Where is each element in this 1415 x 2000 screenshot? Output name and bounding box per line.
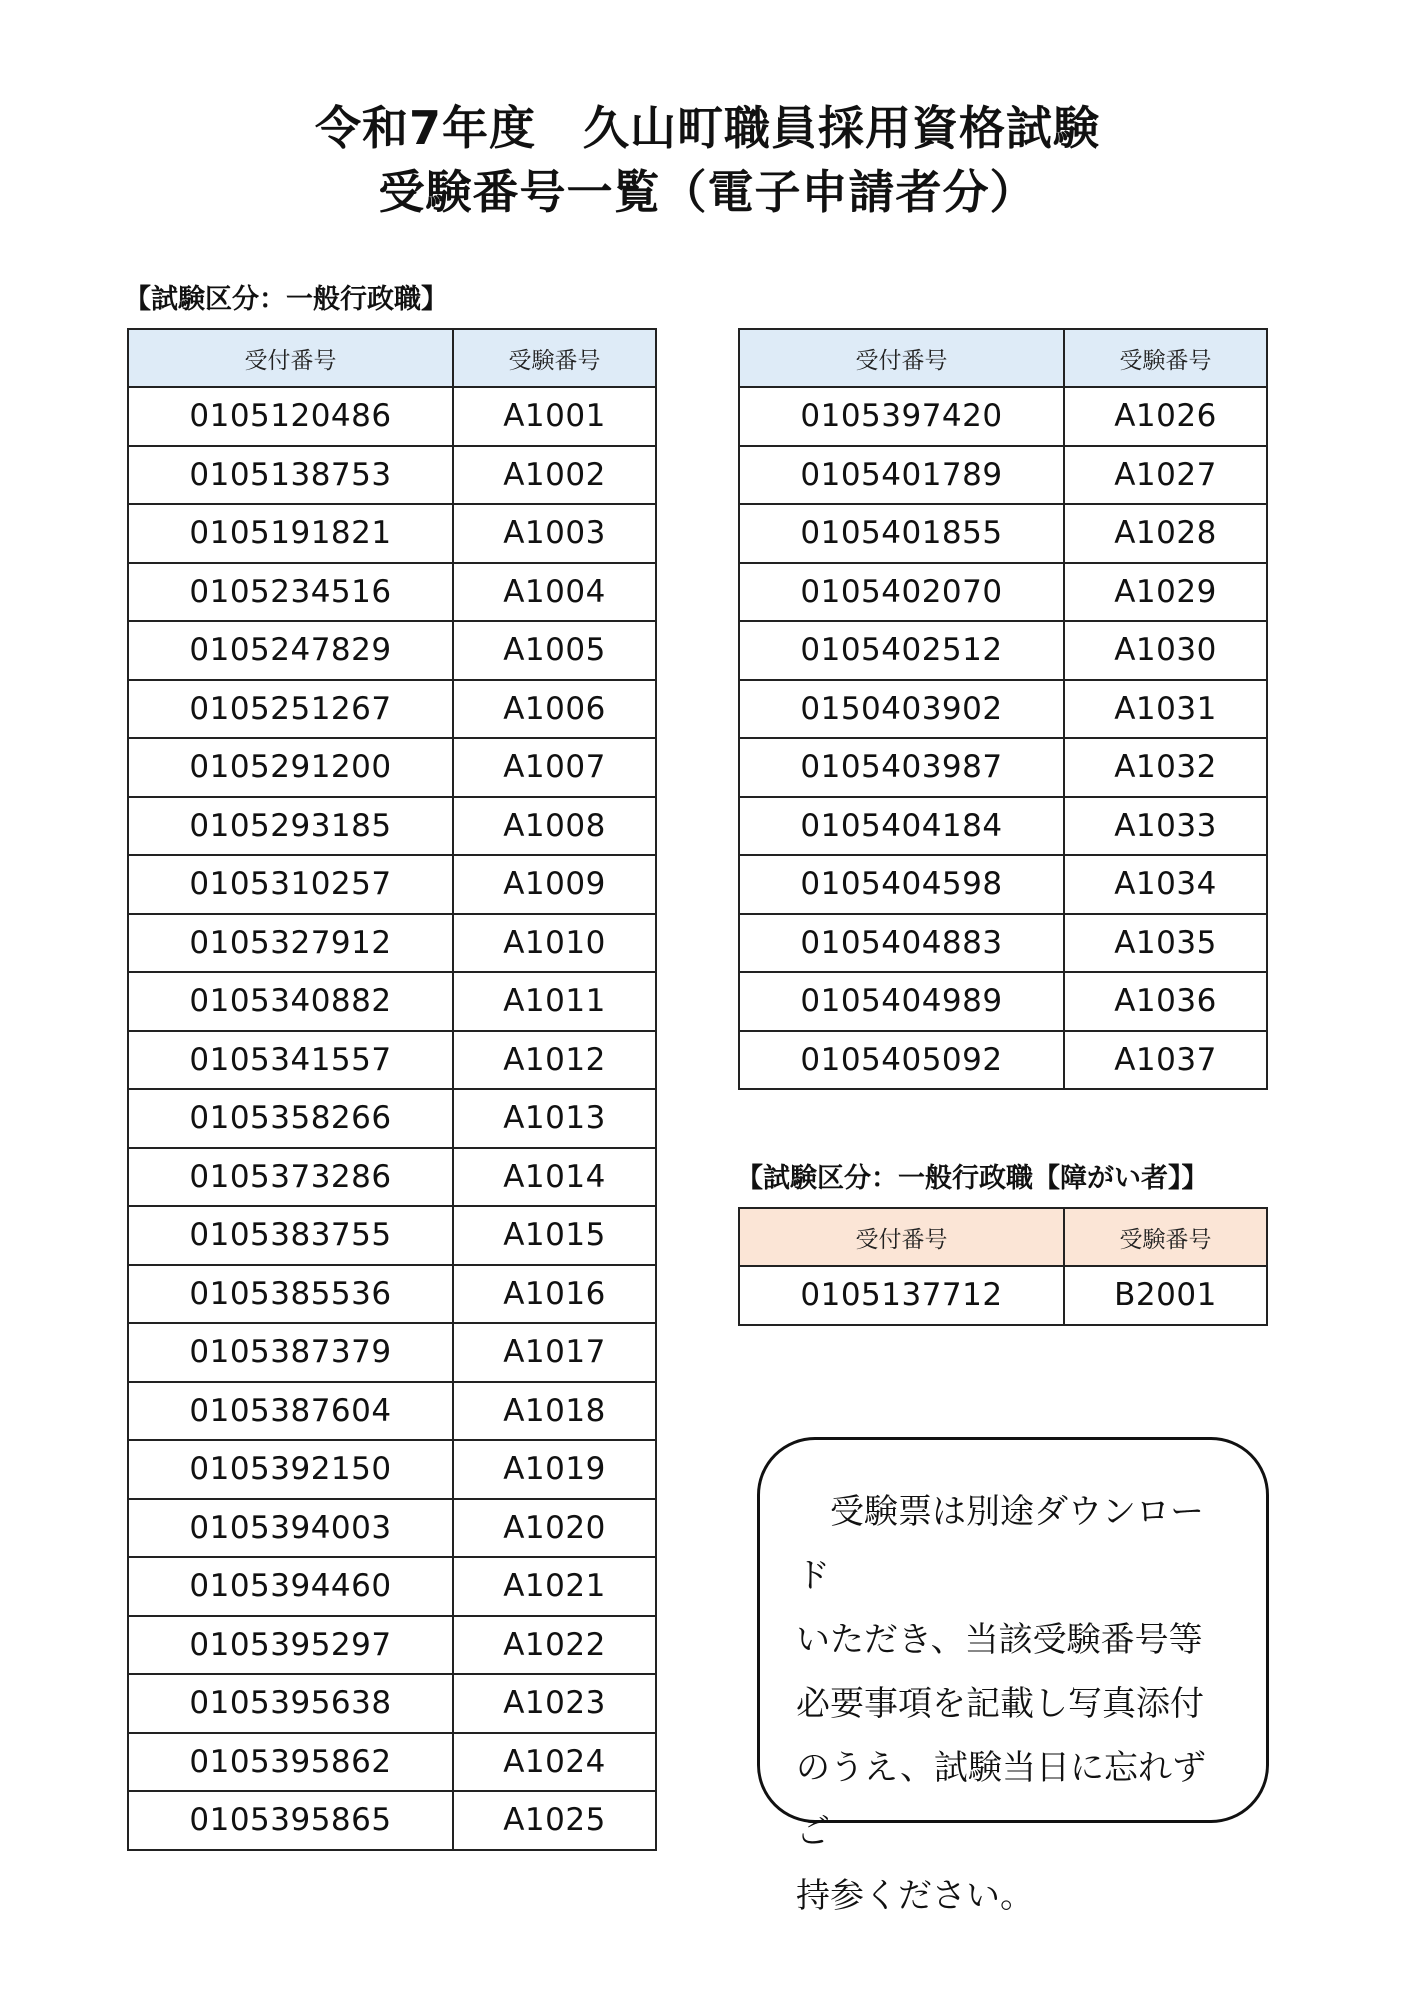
table-row (128, 504, 656, 563)
table-row (128, 797, 656, 856)
table-row (739, 972, 1267, 1031)
disabled-section-label: 【試験区分：一般行政職【障がい者】】 (736, 1163, 1209, 1194)
receipt-number-cell: 0105395865 (128, 1791, 453, 1850)
exam-number-cell: A1021 (453, 1557, 656, 1616)
table-row (128, 1265, 656, 1324)
receipt-number-cell: 0105120486 (128, 387, 453, 446)
exam-number-cell: A1032 (1064, 738, 1267, 797)
disabled-table (738, 1207, 1268, 1326)
exam-number-cell: A1031 (1064, 680, 1267, 739)
receipt-number-cell: 0105327912 (128, 914, 453, 973)
notice-line: 受験票は別途ダウンロード (796, 1492, 1204, 1596)
receipt-number-cell: 0105387604 (128, 1382, 453, 1441)
exam-number-cell: B2001 (1064, 1266, 1267, 1325)
exam-number-cell: A1017 (453, 1323, 656, 1382)
table-row (739, 504, 1267, 563)
receipt-number-cell: 0105387379 (128, 1323, 453, 1382)
receipt-number-cell: 0105402070 (739, 563, 1064, 622)
table-row (128, 1674, 656, 1733)
receipt-number-cell: 0105394003 (128, 1499, 453, 1558)
notice-line: 必要事項を記載し写真添付 (796, 1684, 1204, 1724)
table-row (128, 1791, 656, 1850)
exam-number-header: 受験番号 (1064, 1208, 1267, 1266)
exam-number-cell: A1005 (453, 621, 656, 680)
receipt-number-cell: 0105310257 (128, 855, 453, 914)
exam-number-cell: A1037 (1064, 1031, 1267, 1090)
exam-number-cell: A1010 (453, 914, 656, 973)
exam-number-cell: A1004 (453, 563, 656, 622)
receipt-number-cell: 0105404883 (739, 914, 1064, 973)
receipt-number-cell: 0105404184 (739, 797, 1064, 856)
exam-number-cell: A1008 (453, 797, 656, 856)
table-row (128, 855, 656, 914)
receipt-number-cell: 0105137712 (739, 1266, 1064, 1325)
exam-number-header: 受験番号 (1064, 329, 1267, 387)
receipt-number-cell: 0105395638 (128, 1674, 453, 1733)
general-section-label: 【試験区分：一般行政職】 (124, 284, 448, 315)
receipt-number-cell: 0105291200 (128, 738, 453, 797)
exam-number-cell: A1027 (1064, 446, 1267, 505)
exam-number-cell: A1034 (1064, 855, 1267, 914)
table-row (128, 1323, 656, 1382)
exam-number-cell: A1029 (1064, 563, 1267, 622)
table-row (739, 621, 1267, 680)
table-row (128, 387, 656, 446)
receipt-number-cell: 0105293185 (128, 797, 453, 856)
table-row (128, 1382, 656, 1441)
table-row (739, 1266, 1267, 1325)
table-row (739, 680, 1267, 739)
exam-number-cell: A1002 (453, 446, 656, 505)
receipt-number-cell: 0105395297 (128, 1616, 453, 1675)
notice-box (757, 1437, 1269, 1916)
exam-number-cell: A1020 (453, 1499, 656, 1558)
notice-line: のうえ、試験当日に忘れずご (796, 1748, 1207, 1852)
receipt-number-cell: 0105373286 (128, 1148, 453, 1207)
exam-number-cell: A1016 (453, 1265, 656, 1324)
receipt-number-cell: 0105403987 (739, 738, 1064, 797)
title-line-2: 受験番号一覧（電子申請者分） (378, 165, 1037, 219)
table-row (128, 1206, 656, 1265)
exam-number-cell: A1024 (453, 1733, 656, 1792)
table-row (739, 387, 1267, 446)
table-row (739, 446, 1267, 505)
table-header-row (128, 329, 656, 387)
table-row (128, 914, 656, 973)
table-header-row (739, 329, 1267, 387)
receipt-number-cell: 0105404598 (739, 855, 1064, 914)
exam-number-cell: A1003 (453, 504, 656, 563)
general-table-right (738, 328, 1268, 1090)
receipt-number-header: 受付番号 (739, 1208, 1064, 1266)
receipt-number-cell: 0105401855 (739, 504, 1064, 563)
exam-number-cell: A1007 (453, 738, 656, 797)
exam-number-cell: A1009 (453, 855, 656, 914)
receipt-number-cell: 0105340882 (128, 972, 453, 1031)
receipt-number-cell: 0105234516 (128, 563, 453, 622)
table-row (128, 1148, 656, 1207)
exam-number-cell: A1001 (453, 387, 656, 446)
table-row (739, 797, 1267, 856)
exam-number-cell: A1012 (453, 1031, 656, 1090)
exam-number-cell: A1033 (1064, 797, 1267, 856)
table-row (128, 563, 656, 622)
table-row (128, 972, 656, 1031)
exam-number-cell: A1013 (453, 1089, 656, 1148)
exam-number-cell: A1022 (453, 1616, 656, 1675)
receipt-number-cell: 0105392150 (128, 1440, 453, 1499)
receipt-number-cell: 0105404989 (739, 972, 1064, 1031)
receipt-number-cell: 0105405092 (739, 1031, 1064, 1090)
table-row (128, 680, 656, 739)
general-table-left (127, 328, 657, 1851)
exam-number-cell: A1025 (453, 1791, 656, 1850)
table-row (128, 1031, 656, 1090)
table-row (128, 1733, 656, 1792)
notice-line: いただき、当該受験番号等 (796, 1620, 1203, 1660)
table-row (128, 1440, 656, 1499)
table-row (739, 914, 1267, 973)
exam-number-header: 受験番号 (453, 329, 656, 387)
exam-number-cell: A1035 (1064, 914, 1267, 973)
exam-number-cell: A1011 (453, 972, 656, 1031)
receipt-number-cell: 0105341557 (128, 1031, 453, 1090)
exam-number-cell: A1030 (1064, 621, 1267, 680)
receipt-number-cell: 0105395862 (128, 1733, 453, 1792)
receipt-number-cell: 0105385536 (128, 1265, 453, 1324)
exam-number-cell: A1019 (453, 1440, 656, 1499)
table-row (128, 446, 656, 505)
table-row (739, 855, 1267, 914)
table-row (128, 1616, 656, 1675)
table-row (128, 1499, 656, 1558)
table-row (128, 1557, 656, 1616)
receipt-number-cell: 0105402512 (739, 621, 1064, 680)
exam-number-cell: A1006 (453, 680, 656, 739)
receipt-number-cell: 0105138753 (128, 446, 453, 505)
table-row (128, 738, 656, 797)
receipt-number-cell: 0105191821 (128, 504, 453, 563)
table-row (739, 738, 1267, 797)
receipt-number-header: 受付番号 (739, 329, 1064, 387)
table-row (739, 1031, 1267, 1090)
table-row (128, 621, 656, 680)
receipt-number-cell: 0105251267 (128, 680, 453, 739)
exam-number-cell: A1023 (453, 1674, 656, 1733)
notice-line: 持参ください。 (796, 1876, 1034, 1916)
receipt-number-header: 受付番号 (128, 329, 453, 387)
exam-number-cell: A1015 (453, 1206, 656, 1265)
receipt-number-cell: 0105383755 (128, 1206, 453, 1265)
receipt-number-cell: 0105401789 (739, 446, 1064, 505)
exam-number-cell: A1014 (453, 1148, 656, 1207)
receipt-number-cell: 0105247829 (128, 621, 453, 680)
table-row (128, 1089, 656, 1148)
exam-number-cell: A1026 (1064, 387, 1267, 446)
receipt-number-cell: 0150403902 (739, 680, 1064, 739)
receipt-number-cell: 0105397420 (739, 387, 1064, 446)
receipt-number-cell: 0105358266 (128, 1089, 453, 1148)
table-row (739, 563, 1267, 622)
document-title (0, 96, 1415, 224)
exam-number-cell: A1036 (1064, 972, 1267, 1031)
receipt-number-cell: 0105394460 (128, 1557, 453, 1616)
title-line-1: 令和7年度 久山町職員採用資格試験 (314, 101, 1100, 155)
table-header-row (739, 1208, 1267, 1266)
exam-number-cell: A1028 (1064, 504, 1267, 563)
exam-number-cell: A1018 (453, 1382, 656, 1441)
